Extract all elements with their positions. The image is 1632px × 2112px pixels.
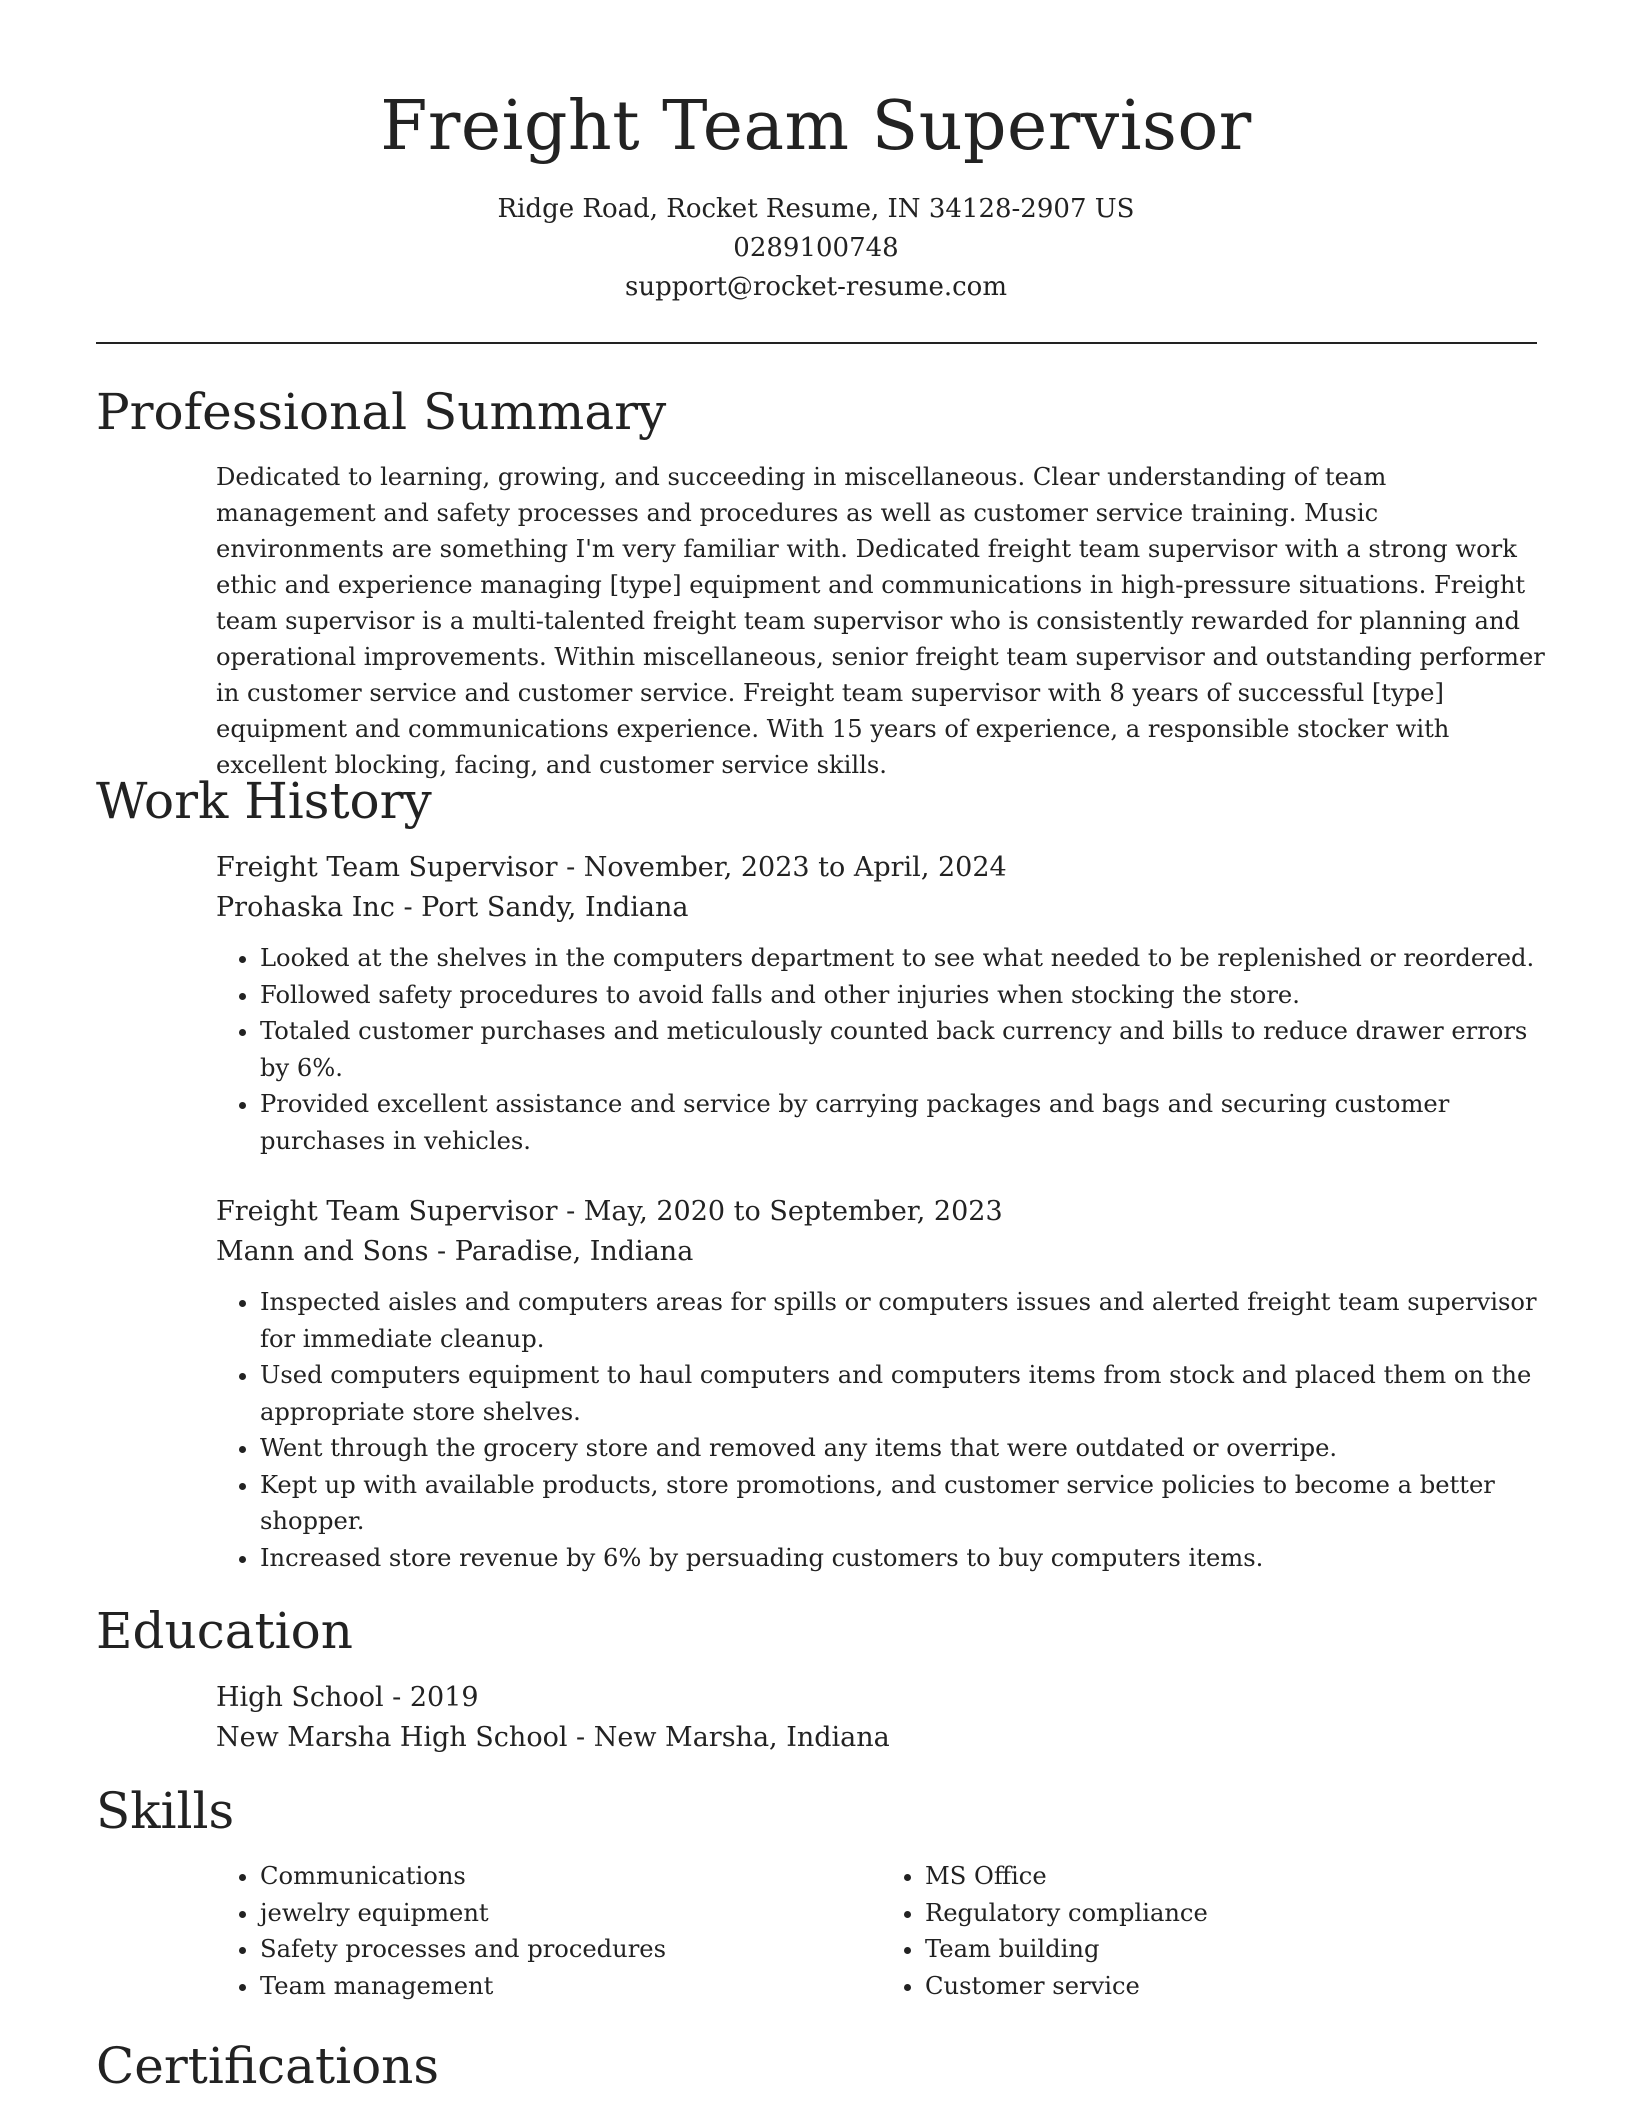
header-divider xyxy=(96,342,1537,344)
job-location: - Paradise, Indiana xyxy=(428,1236,694,1267)
skill-item: • Communications xyxy=(260,1858,881,1895)
job-duties-list xyxy=(216,940,1546,1159)
job-title-line xyxy=(216,1192,1546,1232)
job-company-line xyxy=(216,888,1546,928)
summary-text: Dedicated to learning, growing, and succeeding in miscellaneous. Clear understanding of team management and safety processes and procedures as well as customer service training. Music environments are something I'm very familiar with. Dedicated freight team supervisor with a strong work ethic and experience managing [type] equipment and communications in high-pressure situations. Freight team supervisor is a multi-talented freight team supervisor who is consistently rewarded for planning and operational improvements. Within miscellaneous, senior freight team supervisor and outstanding performer in customer service and customer service. Freight team supervisor with 8 years of successful [type] equipment and communications experience. With 15 years of experience, a responsible stocker with excellent blocking, facing, and customer service skills. xyxy=(216,463,1545,779)
job-dates: - November, 2023 to April, 2024 xyxy=(557,852,1007,883)
skills-grid xyxy=(216,1858,1546,2004)
list-item: • Provided excellent assistance and service by carrying packages and bags and securing customer purchases in vehicles. xyxy=(260,1086,1546,1159)
skill-item: • Safety processes and procedures xyxy=(260,1931,881,1968)
skill-item: • Regulatory compliance xyxy=(925,1895,1546,1932)
section-title-education: Education xyxy=(96,1602,353,1660)
skill-item: • Team building xyxy=(925,1931,1546,1968)
education-degree-line xyxy=(216,1678,1546,1718)
education-entry xyxy=(216,1678,1546,1758)
skill-item: • Team management xyxy=(260,1968,881,2005)
job-title-line xyxy=(216,848,1546,888)
candidate-name: Freight Team Supervisor xyxy=(380,87,1252,166)
job-duties-list xyxy=(216,1284,1546,1576)
skill-item: • jewelry equipment xyxy=(260,1895,881,1932)
education-location: - New Marsha, Indiana xyxy=(567,1722,890,1753)
section-title-certifications: Certifications xyxy=(96,2037,440,2095)
list-item: • Looked at the shelves in the computers department to see what needed to be replenished or reordered. xyxy=(260,940,1546,977)
skill-item: • MS Office xyxy=(925,1858,1546,1895)
address-text: Ridge Road, Rocket Resume, IN 34128-2907 US xyxy=(497,194,1135,224)
job-role: Freight Team Supervisor xyxy=(216,852,558,883)
job-location: - Port Sandy, Indiana xyxy=(394,892,689,923)
resume-header xyxy=(0,82,1632,307)
list-item: • Inspected aisles and computers areas for spills or computers issues and alerted freight team supervisor for immediate cleanup. xyxy=(260,1284,1546,1357)
section-title-skills: Skills xyxy=(96,1782,235,1840)
skills-column-right xyxy=(881,1858,1546,2004)
job-role: Freight Team Supervisor xyxy=(216,1196,558,1227)
education-year: - 2019 xyxy=(383,1682,479,1713)
list-item: • Followed safety procedures to avoid falls and other injuries when stocking the store. xyxy=(260,977,1546,1014)
list-item: • Kept up with available products, store promotions, and customer service policies to become a better shopper. xyxy=(260,1467,1546,1540)
phone-text: 0289100748 xyxy=(733,233,899,263)
education-degree: High School xyxy=(216,1682,384,1713)
contact-block xyxy=(0,190,1632,307)
list-item: • Totaled customer purchases and meticulously counted back currency and bills to reduce drawer errors by 6%. xyxy=(260,1013,1546,1086)
job-entry xyxy=(216,1192,1546,1576)
job-entry xyxy=(216,848,1546,1159)
education-school: New Marsha High School xyxy=(216,1722,568,1753)
job-company: Mann and Sons xyxy=(216,1236,429,1267)
education-school-line xyxy=(216,1718,1546,1758)
job-company: Prohaska Inc xyxy=(216,892,395,923)
email-text: support@rocket-resume.com xyxy=(624,272,1007,302)
list-item: • Increased store revenue by 6% by persuading customers to buy computers items. xyxy=(260,1540,1546,1577)
skill-item: • Customer service xyxy=(925,1968,1546,2005)
list-item: • Went through the grocery store and removed any items that were outdated or overripe. xyxy=(260,1430,1546,1467)
list-item: • Used computers equipment to haul computers and computers items from stock and placed them on the appropriate store shelves. xyxy=(260,1357,1546,1430)
skills-column-left xyxy=(216,1858,881,2004)
section-title-summary: Professional Summary xyxy=(96,383,667,441)
section-title-work-history: Work History xyxy=(96,772,432,830)
job-dates: - May, 2020 to September, 2023 xyxy=(557,1196,1003,1227)
job-company-line xyxy=(216,1232,1546,1272)
